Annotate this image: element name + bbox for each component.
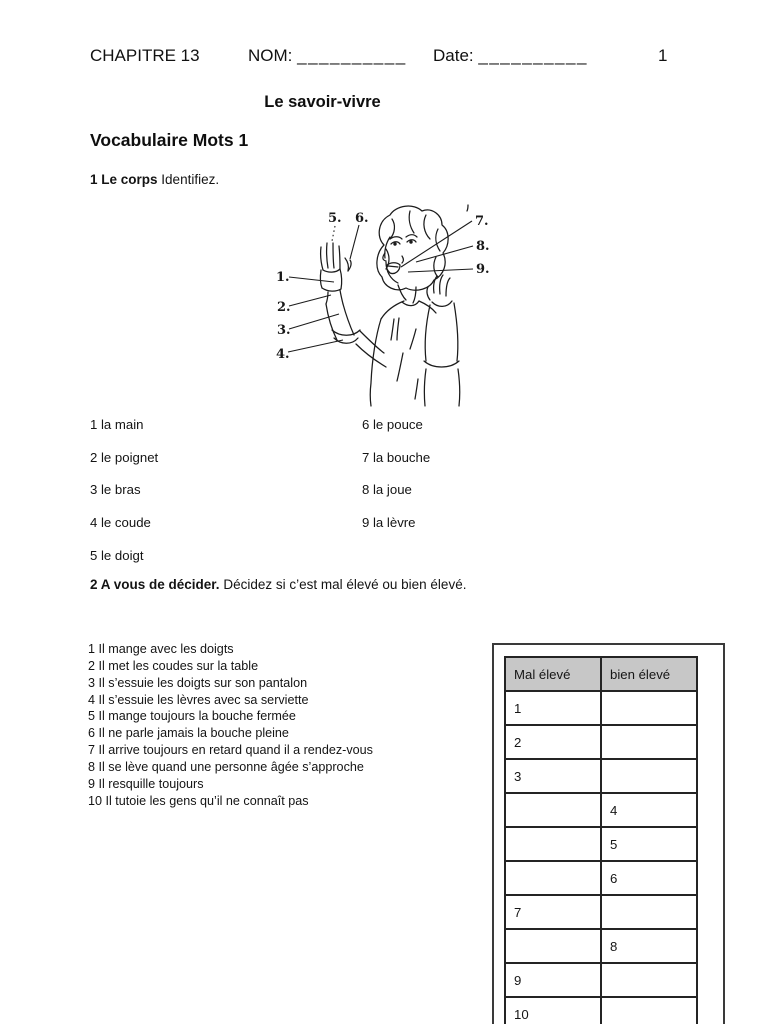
behavior-item-6: 6 Il ne parle jamais la bouche pleine — [88, 726, 289, 741]
name-field — [248, 46, 407, 66]
table-row — [505, 759, 697, 793]
table-cell: 10 — [505, 997, 601, 1024]
table-row — [505, 793, 697, 827]
behavior-item-4: 4 Il s’essuie les lèvres avec sa serviette — [88, 692, 309, 707]
behavior-item-1: 1 Il mange avec les doigts — [88, 642, 234, 656]
figure-label-3: 3. — [277, 323, 291, 338]
figure-label-6: 6. — [355, 211, 369, 226]
table-cell: 7 — [505, 895, 601, 929]
date-blank-line: __________ — [478, 46, 588, 65]
vocab-item-2: 2 le poignet — [90, 449, 159, 465]
figure-label-1: 1. — [276, 270, 290, 285]
leader-line-9 — [408, 269, 473, 272]
table-row — [505, 827, 697, 861]
table-cell: 6 — [601, 861, 697, 895]
table-cell — [601, 725, 697, 759]
answer-table — [504, 656, 698, 1024]
table-cell: 2 — [505, 725, 601, 759]
table-row — [505, 997, 697, 1024]
vocab-item-1: 1 la main — [90, 417, 144, 432]
behavior-item-10: 10 Il tutoie les gens qu’il ne connaît pas — [88, 793, 309, 808]
body-illustration — [268, 201, 503, 407]
figure-label-5: 5. — [328, 211, 342, 226]
vocab-item-6: 6 le pouce — [362, 417, 423, 432]
table-header-mal-eleve: Mal élevé — [505, 657, 601, 691]
table-header-bien-eleve: bien élevé — [601, 657, 697, 691]
figure-line-art — [320, 205, 468, 406]
behavior-item-5: 5 Il mange toujours la bouche fermée — [88, 709, 296, 724]
table-header-row — [505, 657, 697, 691]
vocab-list-right — [362, 409, 430, 540]
worksheet-title: Le savoir-vivre — [264, 93, 381, 111]
behavior-item-9: 9 Il resquille toujours — [88, 776, 204, 791]
page-number: 1 — [658, 46, 668, 65]
exercise2-heading-instruction: Décidez si c’est mal élevé ou bien élevé. — [223, 577, 467, 592]
vocab-item-5: 5 le doigt — [90, 547, 144, 563]
table-cell — [601, 759, 697, 793]
leader-line-6 — [350, 225, 359, 259]
table-cell — [505, 793, 601, 827]
chapter-label: CHAPITRE 13 — [90, 46, 200, 65]
exercise1-heading-title: 1 Le corps — [90, 172, 158, 187]
leader-line-1 — [289, 277, 334, 282]
leader-line-2 — [289, 295, 331, 306]
table-cell — [601, 895, 697, 929]
figure-label-4: 4. — [276, 347, 290, 362]
figure-label-8: 8. — [476, 239, 490, 254]
date-field — [433, 46, 588, 66]
table-cell — [601, 997, 697, 1024]
name-blank-line: __________ — [297, 46, 407, 65]
table-row — [505, 963, 697, 997]
date-label: Date: — [433, 46, 474, 65]
table-row — [505, 691, 697, 725]
behavior-item-2: 2 Il met les coudes sur la table — [88, 658, 259, 673]
table-cell — [505, 861, 601, 895]
exercise2-heading — [90, 577, 466, 592]
exercise1-heading-instruction: Identifiez. — [161, 172, 220, 187]
table-row — [505, 725, 697, 759]
table-cell — [601, 963, 697, 997]
table-row — [505, 861, 697, 895]
figure-label-7: 7. — [475, 214, 489, 229]
table-cell: 5 — [601, 827, 697, 861]
vocab-item-8: 8 la joue — [362, 482, 412, 498]
section-heading: Vocabulaire Mots 1 — [90, 130, 249, 150]
vocab-item-3: 3 le bras — [90, 482, 141, 498]
exercise2-heading-title: 2 A vous de décider. — [90, 577, 220, 592]
figure-label-9: 9. — [476, 262, 490, 277]
table-cell: 3 — [505, 759, 601, 793]
table-cell: 9 — [505, 963, 601, 997]
body-figure-drawing — [268, 201, 503, 407]
vocab-item-9: 9 la lèvre — [362, 515, 416, 531]
table-cell — [505, 827, 601, 861]
vocab-item-7: 7 la bouche — [362, 449, 431, 465]
behavior-item-8: 8 Il se lève quand une personne âgée s’approche — [88, 759, 364, 774]
behavior-list — [88, 641, 373, 809]
figure-label-2: 2. — [277, 300, 291, 315]
name-label: NOM: — [248, 46, 293, 65]
table-cell: 4 — [601, 793, 697, 827]
behavior-item-7: 7 Il arrive toujours en retard quand il a rendez-vous — [88, 743, 373, 758]
behavior-item-3: 3 Il s’essuie les doigts sur son pantalon — [88, 675, 308, 690]
table-row — [505, 929, 697, 963]
answer-table-box — [492, 643, 725, 1024]
vocab-list-left — [90, 409, 158, 573]
leader-line-4 — [288, 340, 343, 352]
vocab-item-4: 4 le coude — [90, 515, 151, 531]
table-cell — [505, 929, 601, 963]
exercise1-heading — [90, 172, 219, 187]
leader-line-5 — [332, 226, 335, 241]
table-cell: 1 — [505, 691, 601, 725]
table-cell — [601, 691, 697, 725]
table-cell: 8 — [601, 929, 697, 963]
table-row — [505, 895, 697, 929]
